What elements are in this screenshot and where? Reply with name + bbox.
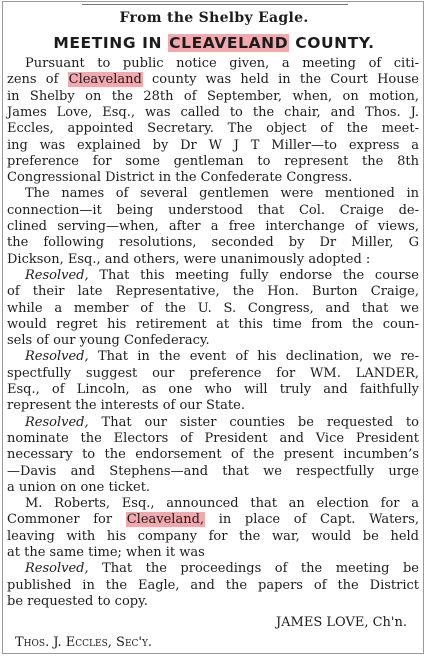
text-segment: zens of bbox=[7, 72, 68, 88]
text-line: nominate the Electors of President and Vice President bbox=[7, 430, 419, 446]
text-line: represent the interests of our State. bbox=[7, 398, 245, 414]
text-segment: Commoner for bbox=[7, 512, 126, 528]
text-segment: county was held in the Court House bbox=[142, 72, 420, 88]
text-line bbox=[7, 71, 419, 88]
text-segment: That our sister counties be requested to bbox=[88, 414, 419, 430]
text-line: a union on one ticket. bbox=[7, 479, 151, 495]
column-rule bbox=[82, 4, 348, 5]
text-line: necessary to the endorsement of the present incumben’s bbox=[7, 447, 419, 463]
text-line: sels of our young Confederacy. bbox=[7, 333, 210, 349]
search-highlight: CLEAVELAND bbox=[169, 34, 289, 52]
text-line: Dickson, Esq., and others, were unanimously adopted : bbox=[7, 251, 371, 267]
text-segment: That this meeting fully endorse the course bbox=[88, 267, 419, 283]
text-line: M. Roberts, Esq., announced that an election for a bbox=[25, 496, 419, 512]
text-line: in Shelby on the 28th of September, when, on motion, bbox=[7, 88, 419, 104]
source-line: From the Shelby Eagle. bbox=[119, 10, 309, 26]
text-line: be requested to copy. bbox=[7, 593, 148, 609]
resolved-label: Resolved, bbox=[25, 349, 89, 365]
text-segment: in place of Capt. Waters, bbox=[205, 512, 420, 528]
text-line: while a member of the U. S. Congress, and that we bbox=[7, 300, 419, 316]
chairman-signature: JAMES LOVE, Ch'n. bbox=[275, 615, 407, 630]
text-line: —Davis and Stephens—and that we respectfully urge bbox=[7, 463, 419, 479]
text-line: would regret his retirement at this time from the coun- bbox=[7, 316, 419, 332]
text-segment: That the proceedings of the meeting be bbox=[88, 561, 419, 577]
text-line: at the same time; when it was bbox=[7, 545, 205, 560]
text-line: clined serving—when, after a free interchange of views, bbox=[7, 219, 419, 234]
text-line bbox=[7, 414, 419, 431]
text-line: Pursuant to public notice given, a meeting of citi- bbox=[25, 56, 419, 71]
text-line: Esq., of Lincoln, as one who will truly and faithfully bbox=[7, 382, 419, 397]
text-line: leaving with his company for the war, would be held bbox=[7, 528, 419, 544]
text-line: spectfully suggest our preference for WM. LANDER, bbox=[7, 365, 419, 381]
headline-part: MEETING IN bbox=[53, 34, 169, 52]
text-line bbox=[7, 511, 419, 528]
text-line: The names of several gentlemen were mentioned in bbox=[25, 186, 419, 202]
text-line: published in the Eagle, and the papers of the District bbox=[7, 577, 419, 593]
text-line bbox=[7, 348, 419, 365]
text-line: James Love, Esq., was called to the chair, and Thos. J. bbox=[7, 104, 419, 120]
search-highlight: Cleaveland bbox=[68, 72, 142, 88]
text-line: preference for some gentleman to represent the 8th bbox=[7, 153, 419, 169]
resolved-label: Resolved, bbox=[25, 561, 89, 577]
text-line: the following resolutions, seconded by Dr Miller, G bbox=[7, 235, 419, 251]
search-highlight: Cleaveland, bbox=[126, 512, 205, 528]
text-line bbox=[7, 560, 419, 577]
headline-part: COUNTY. bbox=[289, 34, 375, 52]
text-line bbox=[7, 267, 419, 284]
text-segment: That in the event of his declination, we re- bbox=[88, 349, 419, 365]
resolved-label: Resolved, bbox=[25, 414, 89, 430]
text-line: connection—it being understood that Col. Craige de- bbox=[7, 202, 419, 218]
headline bbox=[6, 34, 422, 52]
resolved-label: Resolved, bbox=[25, 267, 89, 283]
text-line: Eccles, appointed Secretary. The object of the meet- bbox=[7, 121, 419, 137]
secretary-signature: Thos. J. Eccles, Sec'y. bbox=[15, 635, 153, 650]
text-line: of their late Representative, the Hon. Burton Craige, bbox=[7, 284, 419, 300]
text-line: Congressional District in the Confederate Congress. bbox=[7, 170, 353, 186]
text-line: ing was explained by Dr W J T Miller—to express a bbox=[7, 137, 419, 153]
